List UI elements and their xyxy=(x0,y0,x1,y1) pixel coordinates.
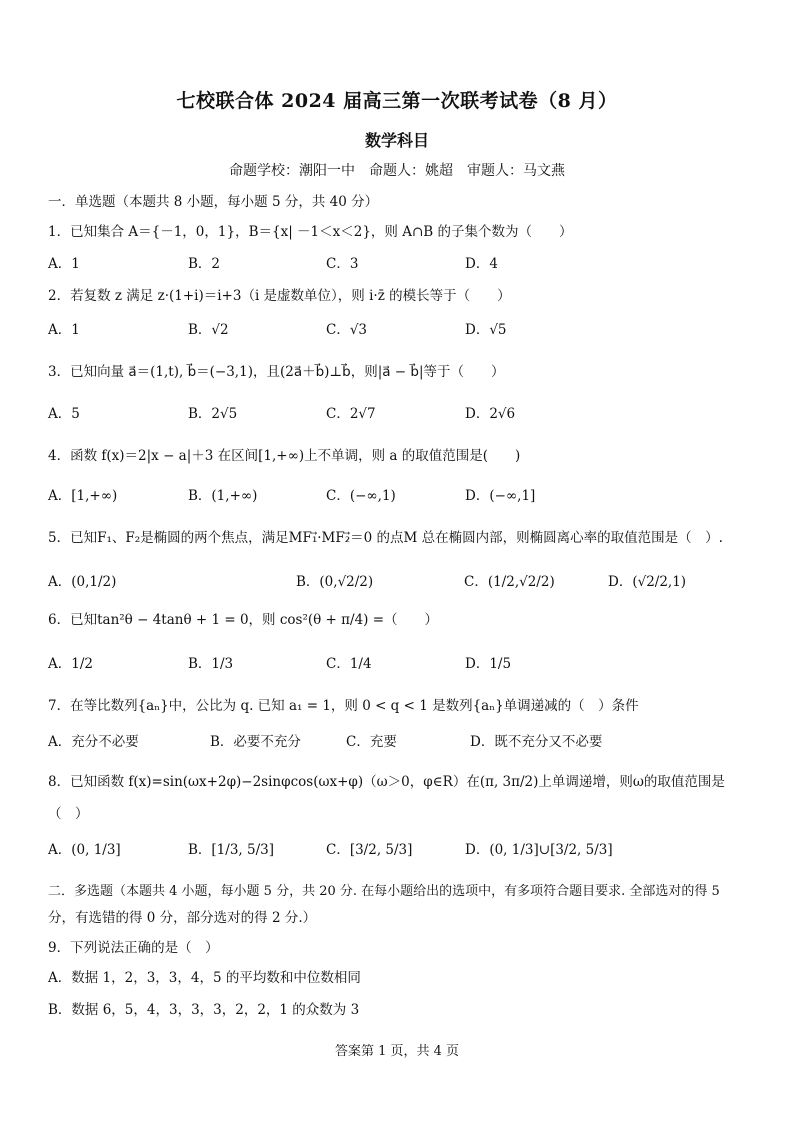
q8-option-b: B．[1/3, 5/3] xyxy=(188,842,274,858)
question-1-stem: 1．已知集合 A＝{－1，0，1}，B＝{x| －1＜x＜2}，则 A∩B 的子集个数为（ ） xyxy=(48,224,573,240)
q7-option-a: A．充分不必要 xyxy=(48,734,139,750)
q2-option-d: D．√5 xyxy=(465,322,507,338)
section-2-heading-line-2: 分，有选错的得 0 分，部分选对的得 2 分.） xyxy=(48,910,317,926)
q3-option-b: B．2√5 xyxy=(188,406,238,422)
q9-option-a: A．数据 1，2，3，3，4，5 的平均数和中位数相同 xyxy=(48,970,361,986)
q5-option-a: A．(0,1/2) xyxy=(48,574,117,590)
q2-option-c: C．√3 xyxy=(326,322,368,338)
q8-option-c: C．[3/2, 5/3] xyxy=(326,842,413,858)
q8-option-a: A．(0, 1/3] xyxy=(48,842,121,858)
q6-option-c: C．1/4 xyxy=(326,656,372,672)
q7-option-d: D．既不充分又不必要 xyxy=(470,734,603,750)
q3-option-a: A．5 xyxy=(48,406,80,422)
q4-option-b: B．(1,+∞) xyxy=(188,488,258,504)
question-9-stem: 9．下列说法正确的是（ ） xyxy=(48,940,219,956)
question-2-stem: 2．若复数 z 满足 z·(1+i)＝i+3（i 是虚数单位），则 i·z̄ 的模长等于（ ） xyxy=(48,288,511,304)
question-6-stem: 6．已知tan²θ − 4tanθ + 1 = 0，则 cos²(θ + π/4) =（ ） xyxy=(48,612,439,628)
q2-option-b: B．√2 xyxy=(188,322,229,338)
page-footer: 答案第 1 页，共 4 页 xyxy=(334,1044,460,1059)
author-info: 命题学校：潮阳一中 命题人：姚超 审题人：马文燕 xyxy=(229,163,565,179)
q7-option-b: B．必要不充分 xyxy=(210,734,301,750)
question-4-stem: 4．函数 f(x)＝2|x − a|＋3 在区间[1,+∞)上不单调，则 a 的取值范围是( ) xyxy=(48,448,521,464)
q5-option-c: C．(1/2,√2/2) xyxy=(464,574,555,590)
q6-option-d: D．1/5 xyxy=(465,656,512,672)
q4-option-a: A．[1,+∞) xyxy=(48,488,118,504)
q2-option-a: A．1 xyxy=(48,322,80,338)
section-1-heading: 一．单选题（本题共 8 小题，每小题 5 分，共 40 分） xyxy=(48,194,379,210)
exam-title: 七校联合体 2024 届高三第一次联考试卷（8 月） xyxy=(176,90,618,112)
q9-option-b: B．数据 6，5，4，3，3，3，2，2，1 的众数为 3 xyxy=(48,1002,360,1018)
q6-option-a: A．1/2 xyxy=(48,656,93,672)
q4-option-c: C．(−∞,1) xyxy=(326,488,396,504)
question-8-stem: 8．已知函数 f(x)=sin(ωx+2φ)−2sinφcos(ωx+φ)（ω＞0，φ∈R）在(π, 3π/2)上单调递增，则ω的取值范围是 xyxy=(48,774,725,790)
question-7-stem: 7．在等比数列{aₙ}中，公比为 q. 已知 a₁ = 1，则 0 < q < 1 是数列{aₙ}单调递减的（ ）条件 xyxy=(48,698,639,714)
q6-option-b: B．1/3 xyxy=(188,656,234,672)
q1-option-d: D．4 xyxy=(465,256,498,272)
q8-option-d: D．(0, 1/3]∪[3/2, 5/3] xyxy=(465,842,613,858)
section-2-heading-line-1: 二．多选题（本题共 4 小题，每小题 5 分，共 20 分. 在每小题给出的选项中，有多项符合题目要求. 全部选对的得 5 xyxy=(48,884,720,899)
q3-option-d: D．2√6 xyxy=(465,406,516,422)
q1-option-b: B．2 xyxy=(188,256,221,272)
q7-option-c: C．充要 xyxy=(346,734,397,750)
question-3-stem: 3．已知向量 a⃗＝(1,t), b⃗＝(−3,1)，且(2a⃗＋b⃗)⊥b⃗，则|a⃗ − b⃗|等于（ ） xyxy=(48,364,505,380)
q5-option-b: B．(0,√2/2) xyxy=(296,574,374,590)
q5-option-d: D．(√2/2,1) xyxy=(608,574,687,590)
q4-option-d: D．(−∞,1] xyxy=(465,488,536,504)
q1-option-a: A．1 xyxy=(48,256,80,272)
question-8-stem-cont: （ ） xyxy=(48,806,89,822)
question-5-stem: 5．已知F₁、F₂是椭圆的两个焦点，满足MF₁⃗·MF₂⃗＝0 的点M 总在椭圆内部，则椭圆离心率的取值范围是（ ）. xyxy=(48,530,723,546)
q1-option-c: C．3 xyxy=(326,256,359,272)
subject-title: 数学科目 xyxy=(364,131,429,150)
q3-option-c: C．2√7 xyxy=(326,406,376,422)
